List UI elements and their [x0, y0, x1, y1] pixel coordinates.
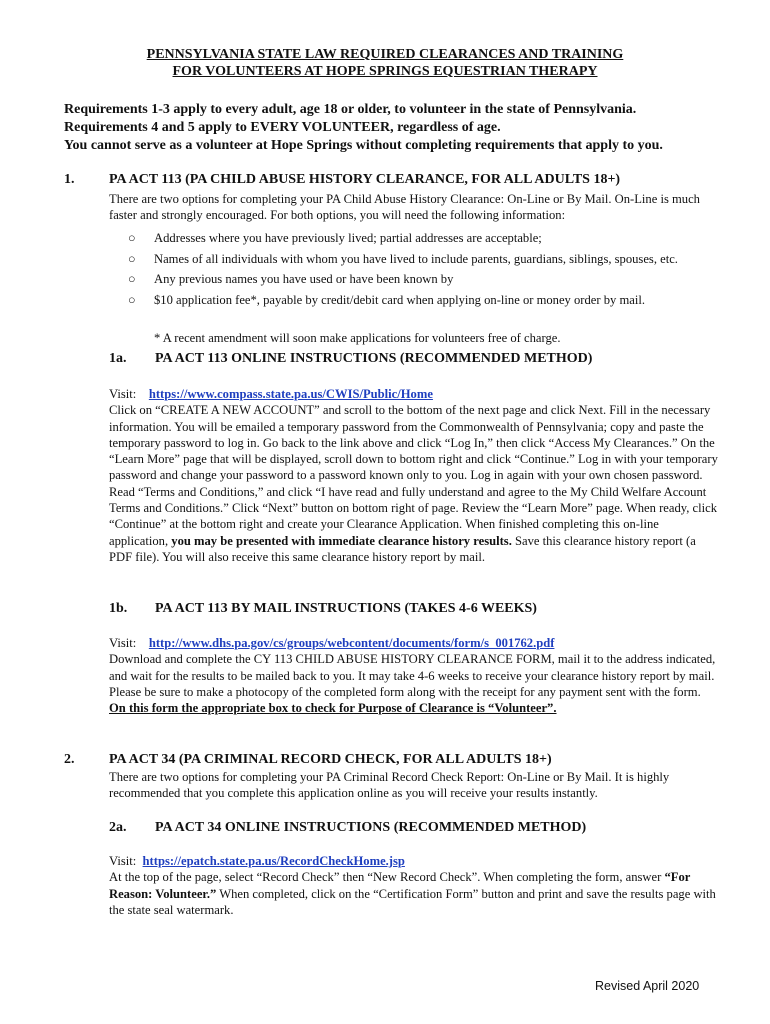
section-1b-body: Download and complete the CY 113 CHILD ABUSE HISTORY CLEARANCE FORM, mail it to the address indicated, and wait for the results to be mailed back to you. It may take 4-6 weeks to receive your clearance history report by mail. Please be sure to make a photocopy of the completed form along with the receipt for any payment sent with the form. [109, 652, 716, 699]
section-2-heading: PA ACT 34 (PA CRIMINAL RECORD CHECK, FOR ALL ADULTS 18+) [109, 752, 552, 767]
title-line-2: FOR VOLUNTEERS AT HOPE SPRINGS EQUESTRIAN THERAPY [172, 64, 598, 79]
purpose-of-clearance-note: On this form the appropriate box to check for Purpose of Clearance is “Volunteer”. [109, 701, 557, 716]
requirements-line-3: You cannot serve as a volunteer at Hope Springs without completing requirements that apply to you. [64, 138, 663, 153]
section-1a-body-emphasis: you may be presented with immediate clearance history results. [171, 533, 512, 548]
section-1a-body-part-1: Click on “CREATE A NEW ACCOUNT” and scroll to the bottom of the next page and click Next. Fill in the necessary information. You will be emailed a temporary password from the Commonwealth of Pennsylvania; copy and paste the temporary password to log in. Go back to the link above and click “Log In,” then click “Access My Clearances.” On the “Learn More” page that will be displayed, scroll down to bottom right and click “Continue.” Log in with your temporary password and change your password to a password known only to you. Log in again with your own chosen password. Read “Terms and Conditions,” and click “I have read and fully understand and agree to the My Child Welfare Account Terms and Conditions.” Click “Next” button on bottom right of page. Review the “Learn More” page. When ready, click “Continue” at the bottom right and create your Clearance Application. When finished completing this on-line application, [109, 403, 718, 548]
section-2a-instructions [109, 853, 719, 918]
list-item: ○ Addresses where you have previously lived; partial addresses are acceptable; [128, 228, 718, 249]
section-1-heading: PA ACT 113 (PA CHILD ABUSE HISTORY CLEARANCE, FOR ALL ADULTS 18+) [109, 172, 621, 187]
requirements-summary [64, 101, 744, 155]
compass-link[interactable]: https://www.compass.state.pa.us/CWIS/Public/Home [148, 387, 433, 401]
section-1b-instructions [109, 635, 719, 716]
circle-bullet-icon: ○ [128, 231, 136, 245]
section-1a-instructions [109, 386, 719, 565]
circle-bullet-icon: ○ [128, 272, 136, 286]
section-1b-heading: PA ACT 113 BY MAIL INSTRUCTIONS (TAKES 4-6 WEEKS) [155, 601, 537, 616]
list-item: ○ Any previous names you have used or have been known by [128, 269, 718, 290]
section-2-intro: There are two options for completing your PA Criminal Record Check Report: On-Line or By Mail. It is highly recommended that you complete this application online as you will receive your results instantly. [109, 770, 670, 801]
fee-amendment-note: * A recent amendment will soon make applications for volunteers free of charge. [154, 331, 561, 345]
section-1a-body-part-2: Save this clearance history report (a PDF file). You will also receive this same clearance history report by mail. [109, 533, 696, 564]
section-2a-number: 2a. [109, 820, 127, 835]
section-2-number: 2. [64, 752, 75, 767]
reason-volunteer-note: “For Reason: Volunteer.” [109, 870, 691, 901]
circle-bullet-icon: ○ [128, 292, 136, 307]
document-title [0, 46, 770, 80]
visit-line [109, 635, 719, 651]
section-2a-heading: PA ACT 34 ONLINE INSTRUCTIONS (RECOMMENDED METHOD) [155, 820, 587, 835]
section-1-bullet-list [128, 228, 718, 310]
revision-date: Revised April 2020 [595, 979, 700, 993]
section-1-intro: There are two options for completing your PA Child Abuse History Clearance: On-Line or By Mail. On-Line is much faster and strongly encouraged. For both options, you will need the following information: [109, 192, 700, 223]
requirements-line-2: Requirements 4 and 5 apply to EVERY VOLUNTEER, regardless of age. [64, 120, 501, 135]
epatch-link[interactable]: https://epatch.state.pa.us/RecordCheckHome.jsp [142, 854, 405, 868]
section-1a-heading: PA ACT 113 ONLINE INSTRUCTIONS (RECOMMENDED METHOD) [155, 351, 593, 366]
circle-bullet-icon: ○ [128, 251, 136, 266]
dhs-form-link[interactable]: http://www.dhs.pa.gov/cs/groups/webcontent/documents/form/s_001762.pdf [148, 636, 555, 650]
requirements-line-1: Requirements 1-3 apply to every adult, age 18 or older, to volunteer in the state of Pennsylvania. [64, 102, 637, 117]
section-2a-body-part-1: At the top of the page, select “Record Check” then “New Record Check”. When completing the form, answer [109, 870, 662, 885]
visit-label: Visit: [109, 387, 137, 401]
section-1a-number: 1a. [109, 351, 127, 366]
section-1-number: 1. [64, 172, 75, 187]
section-2a-body-part-2: When completed, click on the “Certification Form” button and print and save the results page with the state seal watermark. [109, 886, 716, 917]
visit-label: Visit: [109, 636, 137, 650]
title-line-1: PENNSYLVANIA STATE LAW REQUIRED CLEARANCES AND TRAINING [146, 47, 624, 62]
section-1b-number: 1b. [109, 601, 128, 616]
visit-label: Visit: [109, 854, 137, 868]
list-item: ○ Names of all individuals with whom you have lived to include parents, guardians, siblings, spouses, etc. [128, 249, 718, 270]
visit-line [109, 853, 719, 869]
visit-line [109, 386, 719, 402]
list-item: ○ $10 application fee*, payable by credit/debit card when applying on-line or money order by mail. [128, 290, 718, 311]
